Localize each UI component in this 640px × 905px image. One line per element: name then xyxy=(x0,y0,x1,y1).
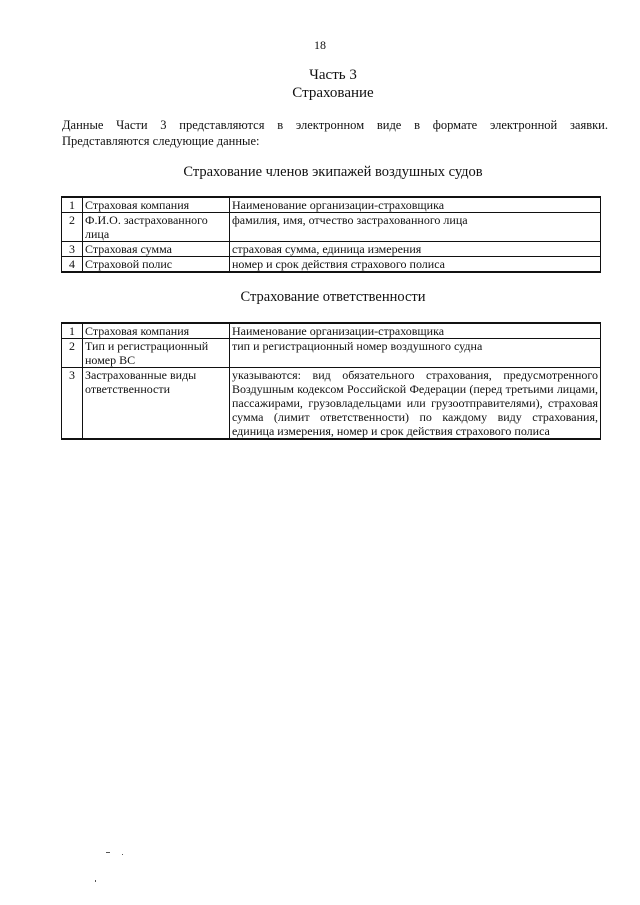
row-number: 2 xyxy=(62,213,83,242)
field-name: Тип и регистрационный номер ВС xyxy=(83,339,230,368)
field-name: Застрахованные виды ответственности xyxy=(83,368,230,440)
field-name: Страховой полис xyxy=(83,257,230,273)
field-description: номер и срок действия страхового полиса xyxy=(230,257,601,273)
row-number: 2 xyxy=(62,339,83,368)
intro-paragraph xyxy=(62,117,608,149)
liability-insurance-table xyxy=(61,322,601,440)
intro-line-2: Представляются следующие данные: xyxy=(62,134,260,148)
scan-speck xyxy=(106,852,110,853)
field-name: Страховая компания xyxy=(83,197,230,213)
row-number: 4 xyxy=(62,257,83,273)
row-number: 1 xyxy=(62,197,83,213)
row-number: 3 xyxy=(62,368,83,440)
field-description: Наименование организации-страховщика xyxy=(230,323,601,339)
field-description: Наименование организации-страховщика xyxy=(230,197,601,213)
table-row xyxy=(62,368,601,440)
field-description: указываются: вид обязательного страхования, предусмотренного Воздушным кодексом Российской Федерации (перед третьими лицами, пассажирами, грузовладельцами или грузоотправителями), страховая сумма (лимит ответственности) по каждому виду страхования, единица измерения, номер и срок действия страхового полиса xyxy=(230,368,601,440)
row-number: 3 xyxy=(62,242,83,257)
row-number: 1 xyxy=(62,323,83,339)
scan-speck xyxy=(95,880,96,882)
field-description: страховая сумма, единица измерения xyxy=(230,242,601,257)
field-name: Страховая сумма xyxy=(83,242,230,257)
crew-insurance-table xyxy=(61,196,601,273)
table-row xyxy=(62,257,601,273)
scan-specks xyxy=(100,850,130,890)
field-description: тип и регистрационный номер воздушного судна xyxy=(230,339,601,368)
part-heading xyxy=(0,66,640,102)
field-name: Ф.И.О. застрахованного лица xyxy=(83,213,230,242)
table-row xyxy=(62,242,601,257)
part-number: Часть 3 xyxy=(309,67,357,83)
field-description: фамилия, имя, отчество застрахованного лица xyxy=(230,213,601,242)
table-row xyxy=(62,213,601,242)
part-title: Страхование xyxy=(292,85,374,101)
table-row xyxy=(62,339,601,368)
scan-speck xyxy=(122,854,123,855)
intro-line-1: Данные Части 3 представляются в электронном виде в формате электронной заявки. xyxy=(62,118,608,132)
field-name: Страховая компания xyxy=(83,323,230,339)
liability-insurance-title: Страхование ответственности xyxy=(240,289,426,305)
table-row xyxy=(62,323,601,339)
page-number: 18 xyxy=(314,38,326,52)
crew-insurance-title: Страхование членов экипажей воздушных судов xyxy=(183,164,483,180)
table-row xyxy=(62,197,601,213)
